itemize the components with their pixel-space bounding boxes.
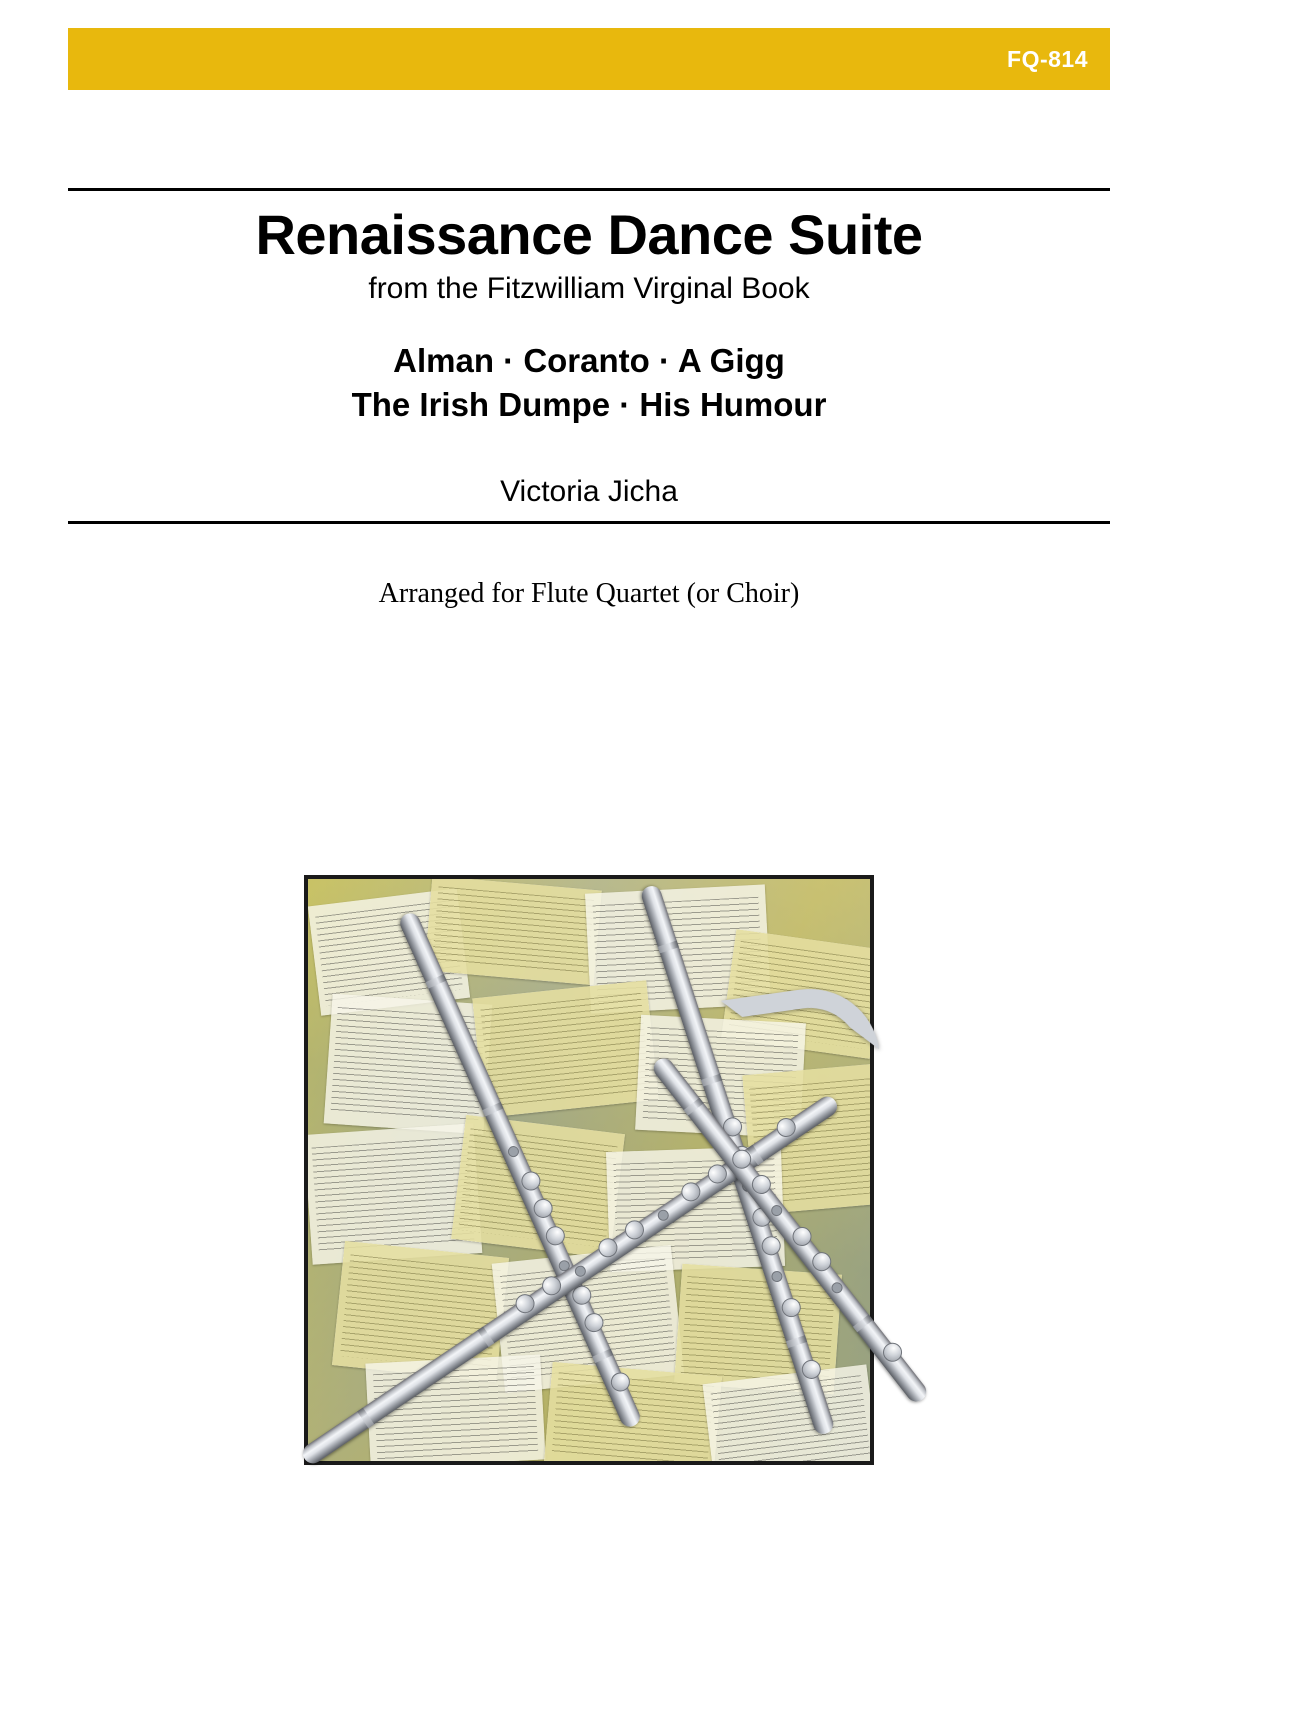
flute-band <box>482 1102 503 1117</box>
flute-key <box>748 1171 775 1198</box>
cover-artwork <box>260 840 920 1520</box>
flute-tone-hole <box>769 1203 784 1218</box>
source-subtitle: from the Fitzwilliam Virginal Book <box>368 272 810 306</box>
flute-tone-hole <box>829 1280 844 1295</box>
flute-band <box>684 1098 704 1116</box>
bass-flute-crook <box>721 980 879 1070</box>
flute-key <box>728 1146 755 1173</box>
bass-flute-instrument <box>615 990 925 1410</box>
catalog-bar <box>68 28 1110 90</box>
movements-line-2: The Irish Dumpe · His Humour <box>351 386 827 424</box>
flute-band <box>425 974 446 989</box>
flute-instrument <box>650 1054 930 1405</box>
sheet-music-scrap <box>424 876 602 985</box>
title-block <box>68 188 1110 524</box>
flute-key <box>808 1248 835 1275</box>
composer-name: Victoria Jicha <box>500 474 678 508</box>
catalog-code: FQ-814 <box>1007 45 1088 72</box>
flute-band <box>477 1327 494 1347</box>
movements-list <box>68 339 1110 426</box>
flute-key <box>789 1223 816 1250</box>
flute-tone-hole <box>573 1264 588 1279</box>
flute-band <box>357 1408 374 1428</box>
movements-line-1: Alman · Coranto · A Gigg <box>393 342 785 380</box>
flute-band <box>853 1314 873 1332</box>
flute-tone-hole <box>506 1144 521 1159</box>
arrangement-note: Arranged for Flute Quartet (or Choir) <box>378 578 800 609</box>
flute-key <box>879 1339 906 1366</box>
flute-band <box>592 1349 613 1364</box>
page-title: Renaissance Dance Suite <box>255 203 923 266</box>
flute-band <box>658 941 679 954</box>
